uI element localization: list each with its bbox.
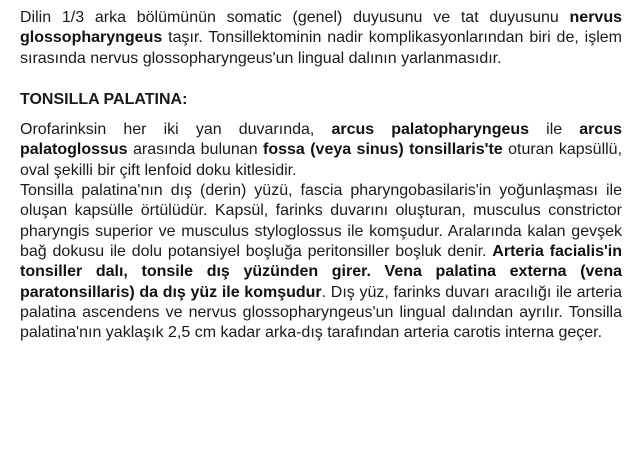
section-heading: TONSILLA PALATINA: (20, 90, 188, 108)
document-page (20, 8, 622, 347)
paragraph-2-text-3: arasında bulunan (127, 141, 264, 159)
paragraph-3-bold-1: Arteria facialis'in tonsiller dalı, tonsile dış yüzünden girer. Vena palatina externa (vena paratonsillaris) da dış yüz ile komşudur (20, 242, 622, 301)
paragraph-location (20, 120, 622, 181)
paragraph-2-bold-1: arcus palatopharyngeus (331, 121, 530, 139)
paragraph-1-bold-1: nervus glossopharyngeus (20, 9, 622, 47)
paragraph-2-bold-2: arcus palatoglossus (20, 121, 622, 159)
paragraph-1-text-2: taşır. Tonsillektominin nadir komplikasyonlarından biri de, işlem sırasında nervus glossopharyngeus'un lingual dalının yarlanmasıdır. (20, 29, 622, 67)
paragraph-outer-surface (20, 181, 622, 343)
paragraph-3-text-1: Tonsilla palatina'nın dış (derin) yüzü, fascia pharyngobasilaris'in yoğunlaşması ile oluşan kapsülle örtülüdür. Kapsül, farinks duvarını oluşturan, musculus constrictor pharyngis superior ve musculus styloglossus ile komşudur. Aralarında kalan gevşek bağ dokusu ile dolu potansiyel boşluğa peritonsiller boşluk denir. (20, 182, 622, 260)
paragraph-2-text-4: oturan kapsüllü, oval şekilli bir çift lenfoid doku kitlesidir. (20, 141, 623, 179)
paragraph-2-text-2: ile (529, 121, 580, 139)
paragraph-3-text-2: . Dış yüz, farinks duvarı aracılığı ile arteria palatina ascendens ve nervus glossopharyngeus'un lingual dalından ayrılır. Tonsilla palatina'nın yaklaşık 2,5 cm kadar arka-dış tarafından arteria carotis interna geçer. (20, 283, 622, 342)
paragraph-glossopharyngeus (20, 8, 622, 69)
paragraph-2-text-1: Orofarinksin her iki yan duvarında, (20, 121, 332, 139)
paragraph-1-text-1: Dilin 1/3 arka bölümünün somatic (genel) duyusunu ve tat duyusunu (20, 9, 570, 26)
paragraph-2-bold-3: fossa (veya sinus) tonsillaris'te (263, 141, 503, 159)
